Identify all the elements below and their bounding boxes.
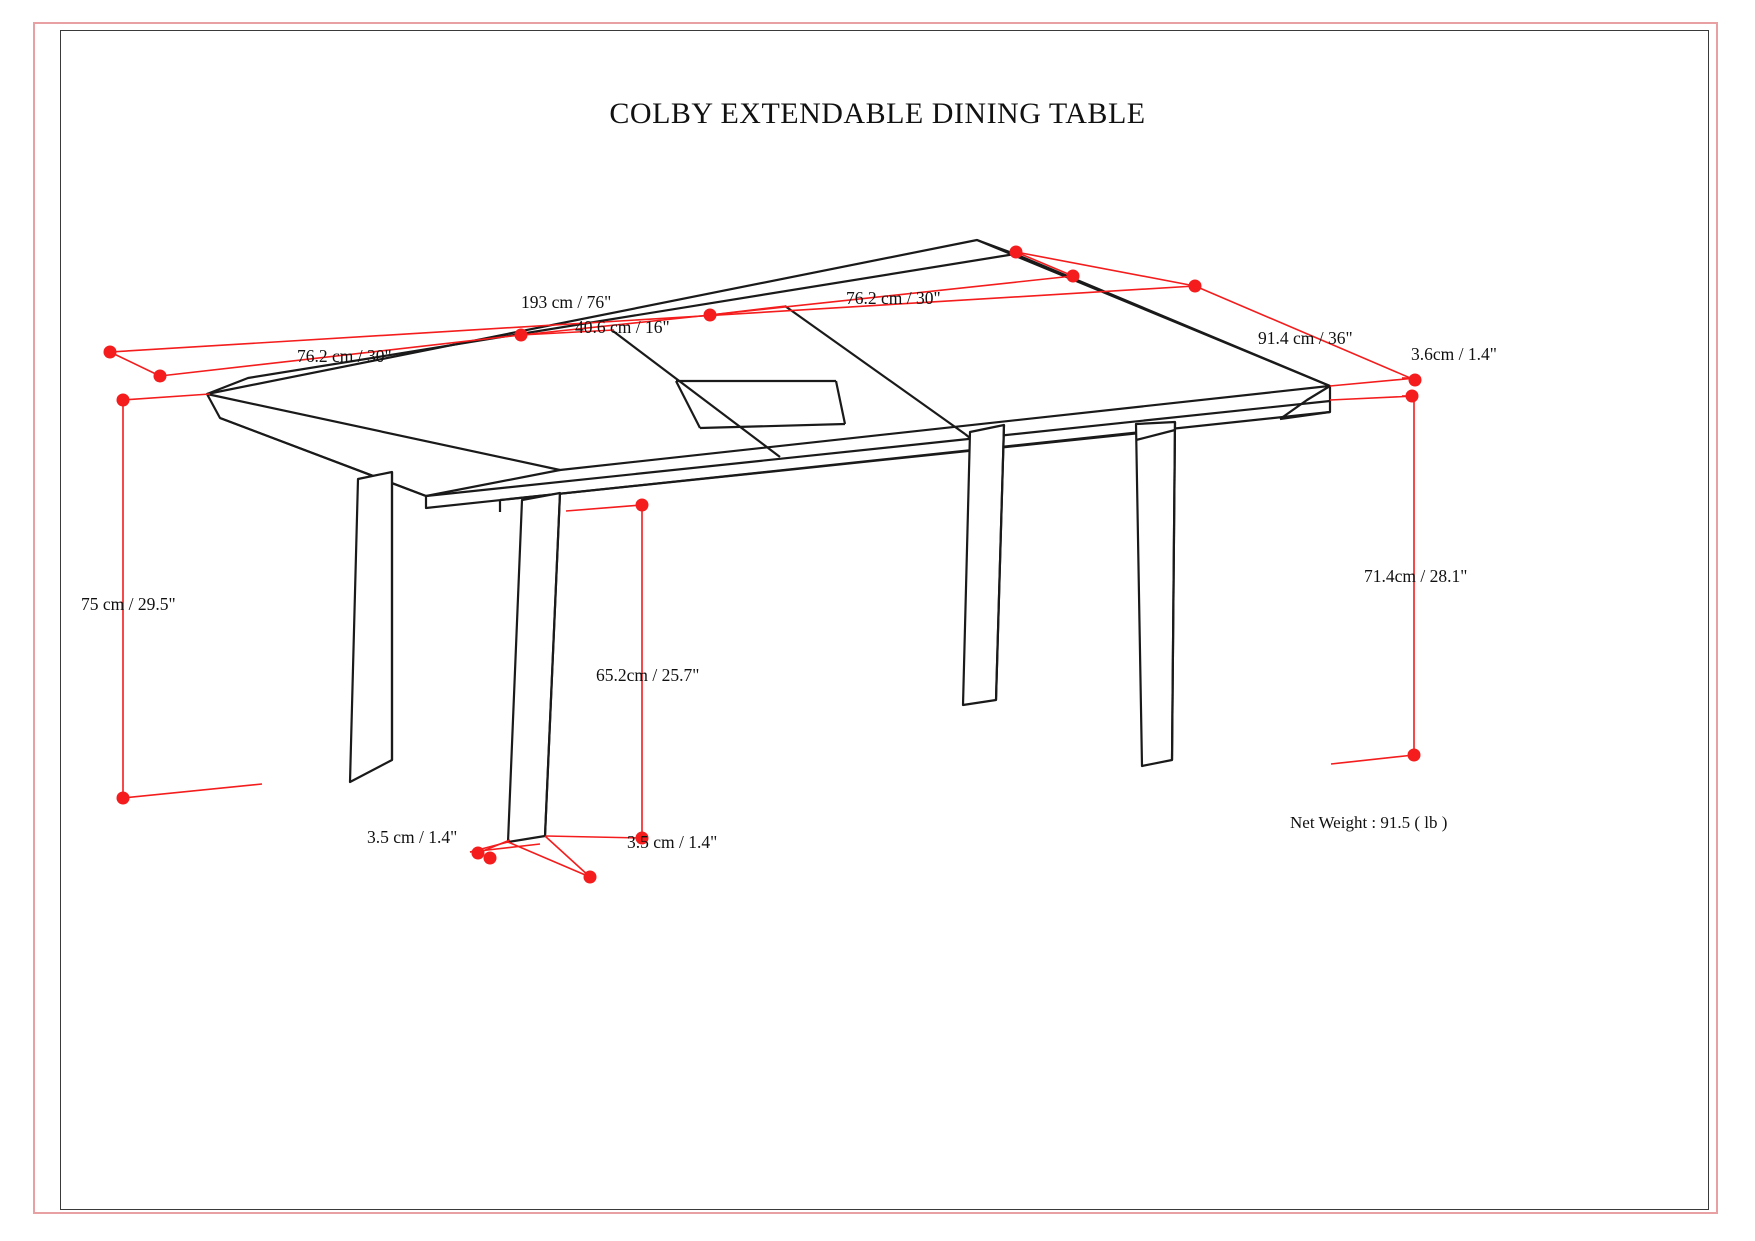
extline-thickness-b [1330, 396, 1416, 400]
extline-overall-left [110, 352, 160, 376]
dim-dot [636, 499, 649, 512]
dim-label-center-leaf-width: 40.6 cm / 16" [575, 317, 670, 337]
dim-dot [117, 792, 130, 805]
extline-leg-b [545, 836, 590, 877]
extline-height-left-top [123, 394, 210, 400]
dim-label-depth: 91.4 cm / 36" [1258, 328, 1353, 348]
dim-label-clearance-height: 65.2cm / 25.7" [596, 665, 700, 685]
dim-dot [1010, 246, 1023, 259]
dim-dot [515, 329, 528, 342]
dim-dot [704, 309, 717, 322]
extline-clearance-top [566, 505, 642, 511]
table-illustration [207, 240, 1330, 842]
dim-dot [1406, 390, 1419, 403]
dim-label-overall-width: 193 cm / 76" [521, 292, 612, 312]
dimline-leg-thickness-b [508, 842, 590, 877]
leg-front-right [1136, 422, 1175, 766]
extline-thickness-a [1330, 378, 1416, 386]
dim-label-leg-thickness-b: 3.5 cm / 1.4" [627, 832, 718, 852]
dim-dot [104, 346, 117, 359]
net-weight-label: Net Weight : 91.5 ( lb ) [1290, 813, 1448, 832]
dim-dot [484, 852, 497, 865]
dim-label-apron-height-right: 71.4cm / 28.1" [1364, 566, 1468, 586]
dim-dot [1189, 280, 1202, 293]
dim-label-right-leaf-width: 76.2 cm / 30" [846, 288, 941, 308]
leg-back-left [350, 472, 392, 782]
extline-height-left-bottom [123, 784, 262, 798]
dim-label-left-leaf-width: 76.2 cm / 30" [297, 346, 392, 366]
dim-dot [1409, 374, 1422, 387]
dim-label-leg-thickness-a: 3.5 cm / 1.4" [367, 827, 458, 847]
page-title: COLBY EXTENDABLE DINING TABLE [609, 97, 1146, 130]
dim-dot [1408, 749, 1421, 762]
dim-label-table-height-left: 75 cm / 29.5" [81, 594, 176, 614]
dim-dot [584, 871, 597, 884]
dim-dot [472, 847, 485, 860]
dim-dot [117, 394, 130, 407]
extline-height-right-bottom [1331, 755, 1414, 764]
dim-dot [154, 370, 167, 383]
dim-label-top-thickness: 3.6cm / 1.4" [1411, 344, 1497, 364]
dim-dot [1067, 270, 1080, 283]
